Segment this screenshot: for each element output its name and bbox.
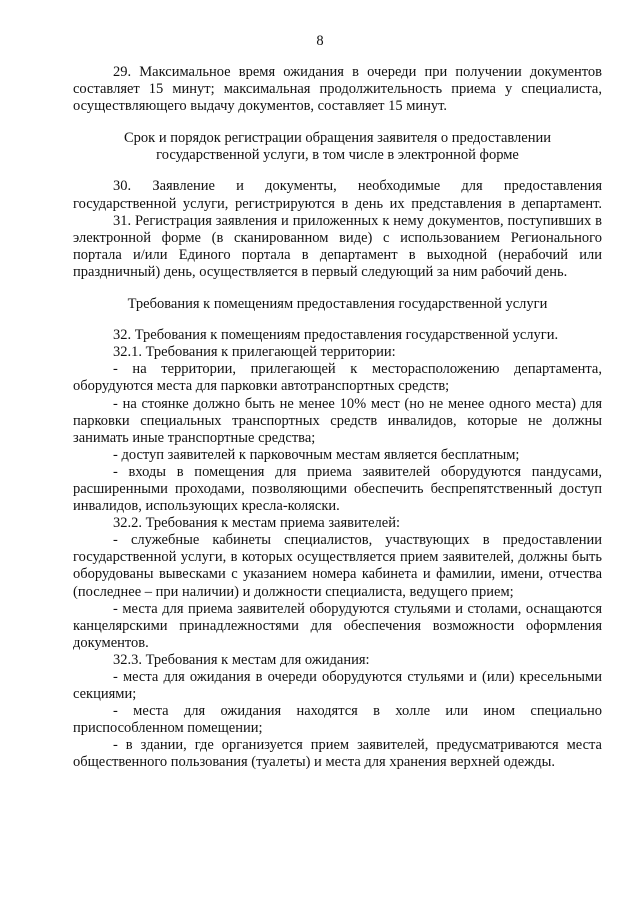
list-item-free-parking: - доступ заявителей к парковочным местам является бесплатным; [113,446,520,463]
list-item-waiting-seats: - места для ожидания в очереди оборудуются стульями и (или) кресельными секциями; [73,669,602,703]
section-heading-premises: Требования к помещениям предоставления государственной услуги [127,296,548,313]
section-heading-registration: Срок и порядок регистрации обращения заявителя о предоставлении государственной услуги, в том числе в электронной форме [124,130,551,164]
paragraph-32-1: 32.1. Требования к прилегающей территории: [113,344,396,361]
list-item-reception-furniture: - места для приема заявителей оборудуются стульями и столами, оснащаются канцелярскими принадлежностями для обеспечения возможности оформления документов. [73,600,602,651]
list-item-waiting-hall: - места для ожидания находятся в холле или ином специально приспособленном помещении; [73,703,602,737]
paragraph-32: 32. Требования к помещениям предоставления государственной услуги. [113,327,559,344]
paragraph-29: 29. Максимальное время ожидания в очереди при получении документов составляет 15 минут; максимальная продолжительность приема у специалиста, осуществляющего выдачу документов, составляет 15 минут. [73,64,602,115]
list-item-parking-area: - на территории, прилегающей к месторасположению департамента, оборудуются места для парковки автотранспортных средств; [73,361,602,395]
list-item-disabled-parking: - на стоянке должно быть не менее 10% мест (но не менее одного места) для парковки специальных транспортных средств инвалидов, которые не должны занимать иные транспортные средства; [73,395,602,446]
paragraph-32-3: 32.3. Требования к местам для ожидания: [113,651,370,668]
paragraph-32-2: 32.2. Требования к местам приема заявителей: [113,515,400,532]
list-item-office-signs: - служебные кабинеты специалистов, участвующих в предоставлении государственной услуги, в которых осуществляется прием заявителей, должны быть оборудованы вывесками с указанием номера кабинета и фамилии, имени, отчества (последнее – при наличии) и должности специалиста, ведущего прием; [73,532,602,600]
list-item-public-facilities: - в здании, где организуется прием заявителей, предусматриваются места общественного пользования (туалеты) и места для хранения верхней одежды. [73,737,602,771]
page-number: 8 [316,33,324,49]
paragraph-31: 31. Регистрация заявления и приложенных к нему документов, поступивших в электронной форме (в сканированном виде) с использованием Регионального портала и/или Единого портала в департамент в выходной (нерабочий или праздничный) день, осуществляется в первый следующий за ним рабочий день. [73,212,602,280]
page-content [73,64,602,772]
paragraph-30: 30. Заявление и документы, необходимые для предоставления государственной услуги, регистрируются в день их представления в департамент. [73,178,602,212]
list-item-ramps: - входы в помещения для приема заявителей оборудуются пандусами, расширенными проходами, позволяющими обеспечить беспрепятственный доступ инвалидов, использующих кресла-коляски. [73,463,602,515]
